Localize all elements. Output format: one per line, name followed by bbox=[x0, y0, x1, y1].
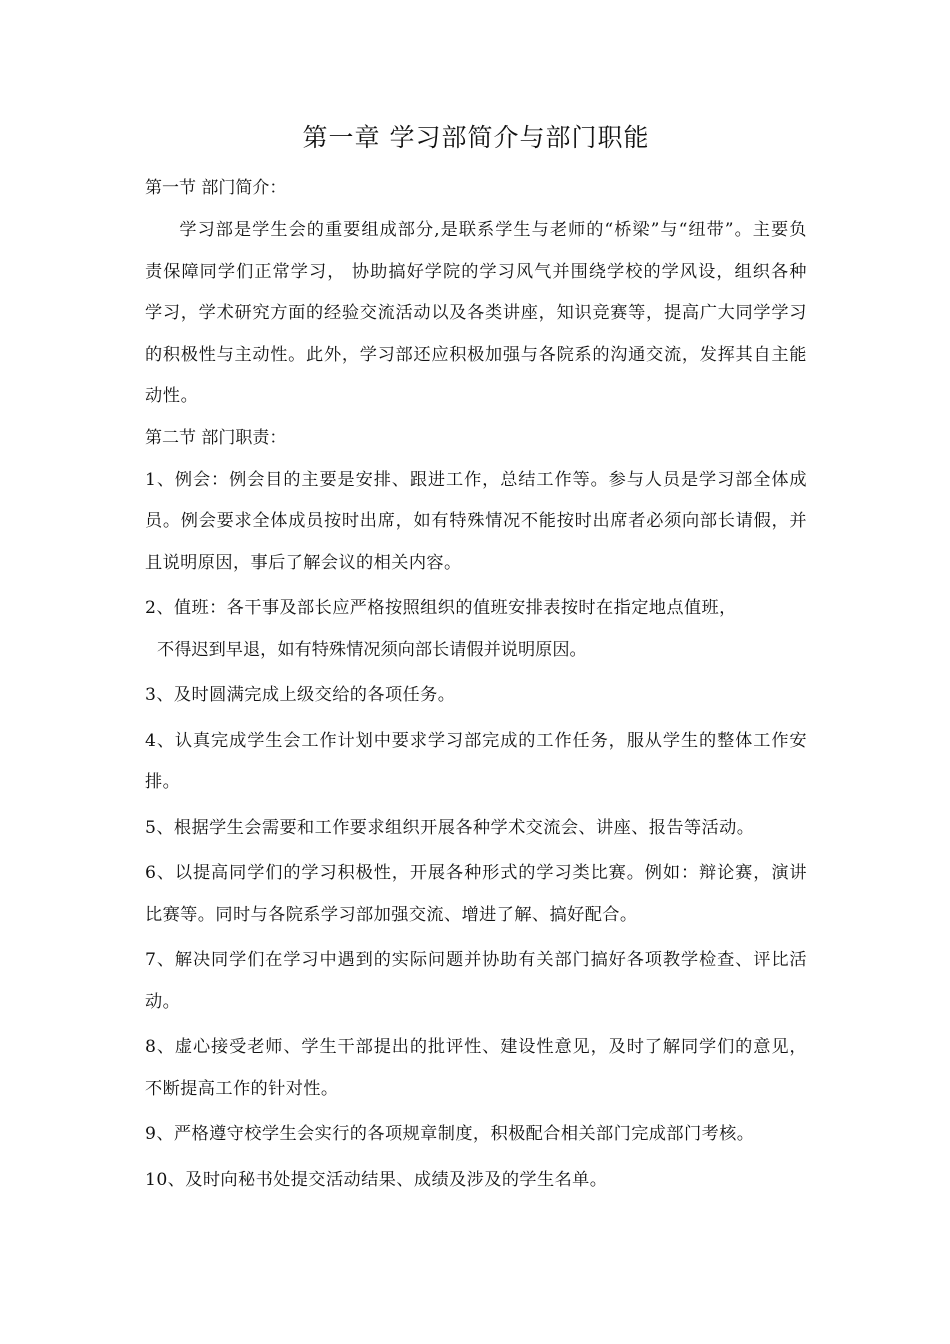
duty-item-7: 7、解决同学们在学习中遇到的实际问题并协助有关部门搞好各项教学检查、评比活动。 bbox=[145, 950, 807, 1012]
duty-item-4: 4、认真完成学生会工作计划中要求学习部完成的工作任务，服从学生的整体工作安排。 bbox=[145, 730, 807, 792]
duty-item-2: 2、值班：各干事及部长应严格按照组织的值班安排表按时在指定地点值班， bbox=[145, 598, 737, 618]
duty-item-6: 6、以提高同学们的学习积极性，开展各种形式的学习类比赛。例如：辩论赛，演讲比赛等。同时与各院系学习部加强交流、增进了解、搞好配合。 bbox=[145, 863, 807, 925]
document-page bbox=[145, 120, 807, 1205]
duty-item-8: 8、虚心接受老师、学生干部提出的批评性、建设性意见，及时了解同学们的意见，不断提高工作的针对性。 bbox=[145, 1037, 807, 1099]
duty-item-10: 10、及时向秘书处提交活动结果、成绩及涉及的学生名单。 bbox=[145, 1169, 608, 1190]
duty-item-1: 1、例会：例会目的主要是安排、跟进工作，总结工作等。参与人员是学习部全体成员。例会要求全体成员按时出席，如有特殊情况不能按时出席者必须向部长请假，并且说明原因，事后了解会议的相关内容。 bbox=[145, 469, 807, 573]
section-heading-duties: 第二节 部门职责： bbox=[145, 427, 287, 448]
section-heading-intro: 第一节 部门简介： bbox=[145, 178, 287, 198]
duty-item-2-continued: 不得迟到早退，如有特殊情况须向部长请假并说明原因。 bbox=[157, 639, 587, 660]
chapter-title: 第一章 学习部简介与部门职能 bbox=[302, 123, 650, 152]
duty-item-9: 9、严格遵守校学生会实行的各项规章制度，积极配合相关部门完成部门考核。 bbox=[145, 1124, 755, 1144]
duty-item-5: 5、根据学生会需要和工作要求组织开展各种学术交流会、讲座、报告等活动。 bbox=[145, 817, 755, 838]
duty-item-3: 3、及时圆满完成上级交给的各项任务。 bbox=[145, 685, 456, 705]
intro-paragraph: 学习部是学生会的重要组成部分,是联系学生与老师的“桥梁”与“纽带”。主要负责保障同学们正常学习， 协助搞好学院的学习风气并围绕学校的学风设，组织各种学习，学术研究方面的经验交流活动以及各类讲座，知识竞赛等，提高广大同学学习的积极性与主动性。此外，学习部还应积极加强与各院系的沟通交流，发挥其自主能动性。 bbox=[145, 220, 807, 406]
